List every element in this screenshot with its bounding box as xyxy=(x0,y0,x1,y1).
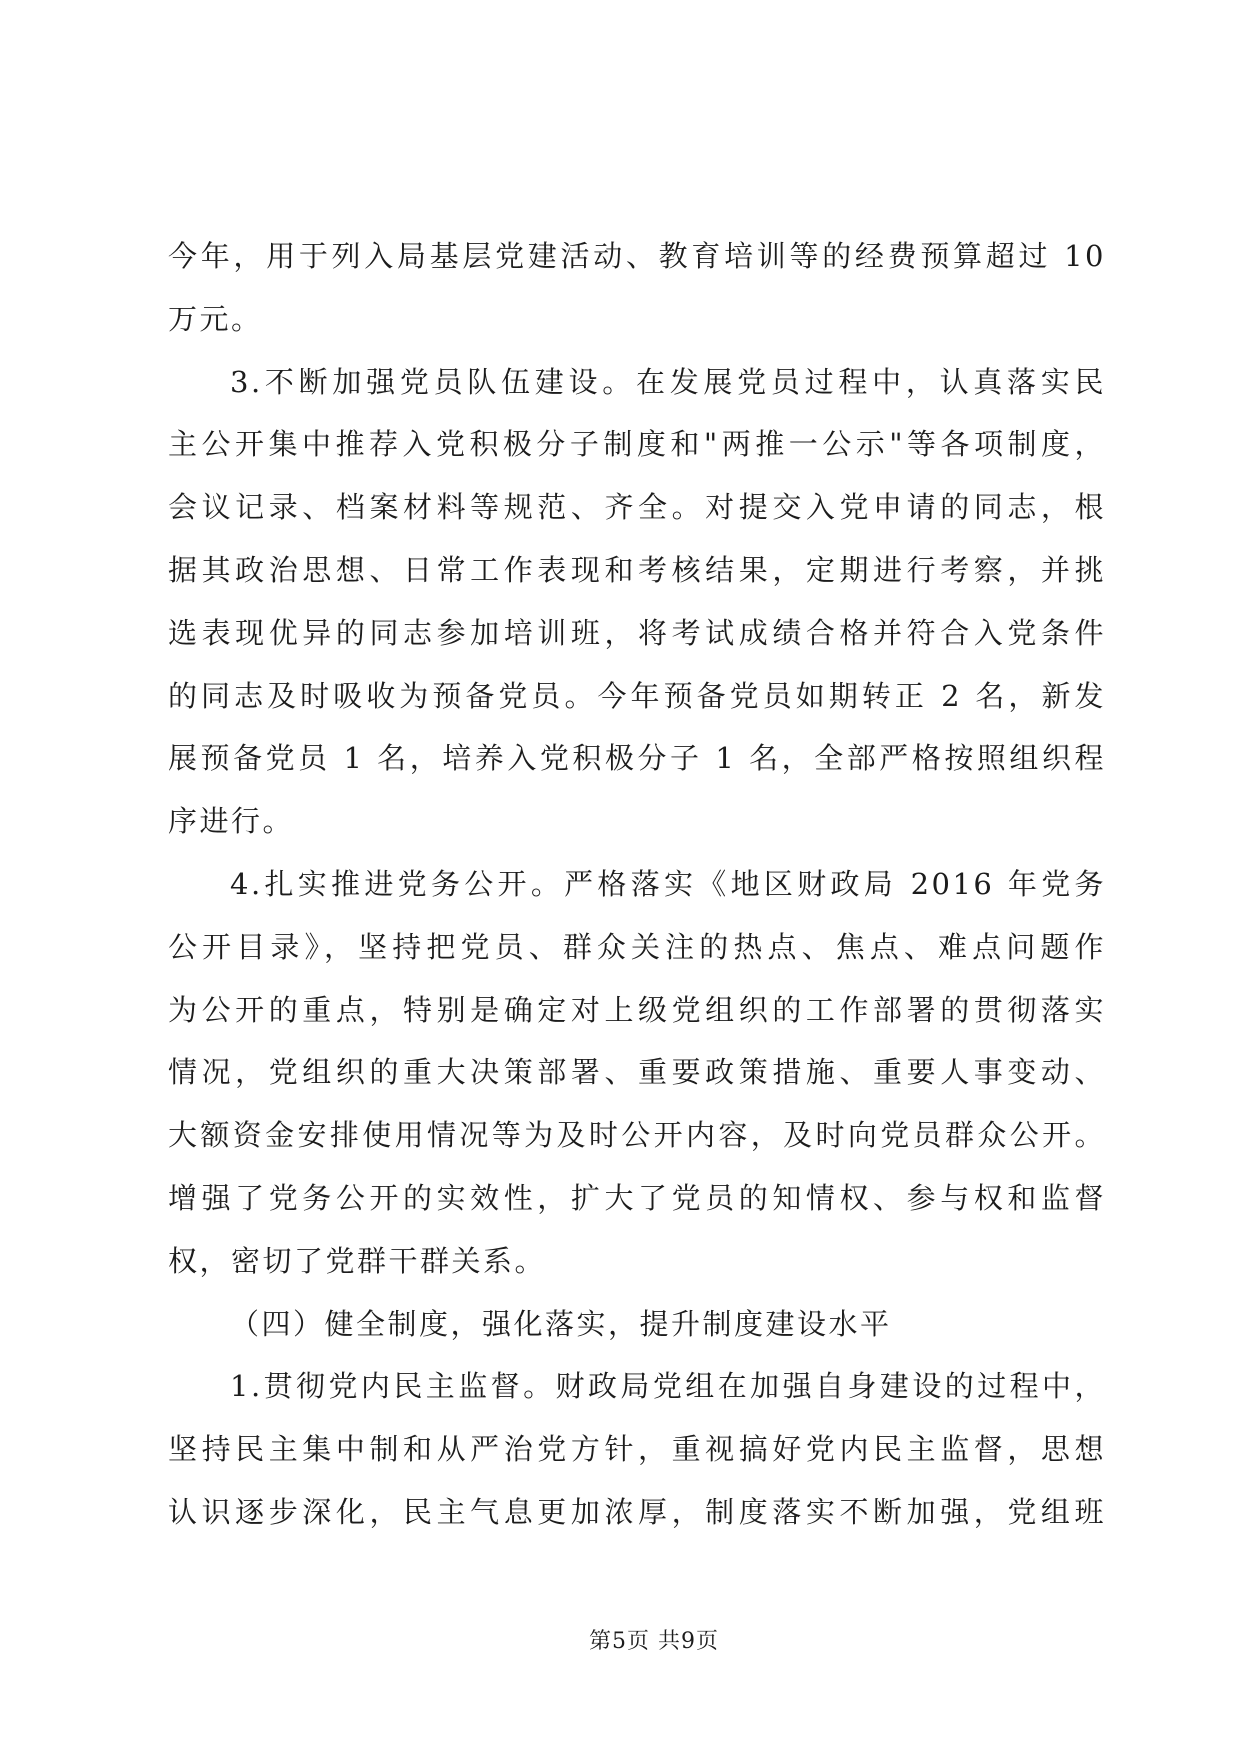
text-line: 展预备党员 1 名，培养入党积极分子 1 名，全部严格按照组织程 xyxy=(168,741,1106,776)
text-line: 大额资金安排使用情况等为及时公开内容，及时向党员群众公开。 xyxy=(168,1118,1106,1153)
text-line: 为公开的重点，特别是确定对上级党组织的工作部署的贯彻落实 xyxy=(168,992,1106,1027)
page-number-label: 第5页 共9页 xyxy=(589,1629,719,1654)
text-line: 据其政治思想、日常工作表现和考核结果，定期进行考察，并挑 xyxy=(168,552,1106,587)
text-line: 的同志及时吸收为预备党员。今年预备党员如期转正 2 名，新发 xyxy=(168,678,1106,713)
text-line: 4.扎实推进党务公开。严格落实《地区财政局 2016 年党务 xyxy=(230,866,1106,901)
body-text xyxy=(168,225,1106,1544)
text-line: 权，密切了党群干群关系。 xyxy=(168,1243,547,1278)
text-line: 1.贯彻党内民主监督。财政局党组在加强自身建设的过程中， xyxy=(230,1369,1106,1404)
text-line: 选表现优异的同志参加培训班，将考试成绩合格并符合入党条件 xyxy=(168,615,1106,650)
section-heading-block xyxy=(168,1293,1106,1356)
text-line: 认识逐步深化，民主气息更加浓厚，制度落实不断加强，党组班 xyxy=(168,1494,1106,1529)
text-line: 公开目录》，坚持把党员、群众关注的热点、焦点、难点问题作 xyxy=(168,929,1106,964)
text-line: 情况，党组织的重大决策部署、重要政策措施、重要人事变动、 xyxy=(168,1055,1106,1090)
text-line: 主公开集中推荐入党积极分子制度和"两推一公示"等各项制度， xyxy=(168,427,1106,462)
paragraph xyxy=(168,351,1106,853)
text-line: 增强了党务公开的实效性，扩大了党员的知情权、参与权和监督 xyxy=(168,1180,1106,1215)
text-line: 序进行。 xyxy=(168,804,295,839)
page-footer xyxy=(553,1628,755,1656)
text-line: 3.不断加强党员队伍建设。在发展党员过程中，认真落实民 xyxy=(230,364,1106,399)
text-line: 坚持民主集中制和从严治党方针，重视搞好党内民主监督，思想 xyxy=(168,1432,1106,1467)
text-line: 会议记录、档案材料等规范、齐全。对提交入党申请的同志，根 xyxy=(168,490,1106,525)
text-line: 今年，用于列入局基层党建活动、教育培训等的经费预算超过 10 xyxy=(168,239,1106,273)
paragraph xyxy=(168,225,1106,351)
paragraph xyxy=(168,1355,1106,1543)
paragraph xyxy=(168,853,1106,1293)
text-line: 万元。 xyxy=(168,301,263,336)
section-heading: （四）健全制度，强化落实，提升制度建设水平 xyxy=(230,1306,892,1341)
